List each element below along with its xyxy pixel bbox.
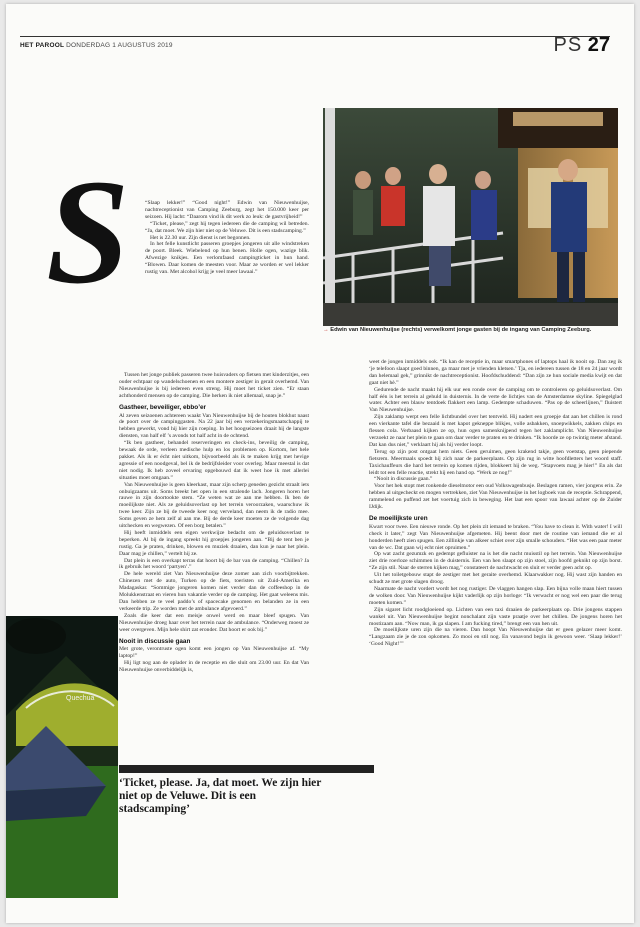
subheading: Gastheer, beveiliger, ebbo’er [119,403,207,411]
brand-name: HET PAROOL [20,42,65,49]
paragraph: Zijn zaklamp werpt een felle lichtbundel over het tentveld. Hij nadert een groepje dat aan het chillen is rond een vierkante tafel die bezaaid is met kapot gekneppe blikjes, volle asbakken, snoepwikkels, zakken chips en flessen cola. Verbaasd kijken ze op, hun ogen samenknijpend tegen het zaklamplicht. Van Nieuwenhuijse verzoekt ze naar het plein te gaan om daar verder te praten en te drinken. “Ik hoorde ze op twintig meter afstand. Dat kan dus niet,” verklaart hij als hij verder loopt. [369,414,622,448]
paragraph: “Nooit in discussie gaan.” [374,476,433,483]
paragraph: Het is 22.30 uur. Zijn dienst is net begonnen. [150,234,251,241]
left-column [119,372,309,674]
paragraph: Zijn sigaret licht roodgloeiend op. Lichten van een taxi draaien de parkeerplaats op. Drie jongens stappen wankel uit. Van Nieuwenhuijse begint nonchalant zijn vaste praatje over het chillen. De jongens horen het mostizaam aan. “Now man, ik ga slapen. I am fucking tired,” brengt een van hen uit. [369,606,622,627]
paragraph: weet de jongen inmiddels ook. “Ik kan de receptie in, maar smartphones of laptops haal ik nooit op. Dan zeg ik ‘je telefoon slaapt goed binnen, ga maar met je vrienden kletsen.’ Tja, en iedereen tussen de 18 en 24 jaar wordt dan helemaal gek,” grinnikt de nachtreceptionist. Hoofdschuddend: “Dan zijn ze hun sociale media kwijt en dat gaat niet hè.” [369,359,622,386]
paragraph: De hele wereld ziet Van Nieuwenhuijse deze zomer aan zich voorbijtrekken. Chinezen met de auto, Turken op de fiets, toeristen uit Zuid-Amerika en Madagaskar. “Sommige jongeren komen niet verder dan de coffeeshop in de Molukkenstraat en vieren hun vakantie verder op de camping. Het gaat weleens mis. Dan hebben ze te veel paddo’s of spacecake genomen en belanden ze in een verkeerde trip. Ze worden met de ambulance afgevoerd.” [119,571,309,612]
paragraph: Tussen het jonge publiek passeren twee huisvaders op fietsen met kinderzitjes, een ouder echtpaar op wandelschoenen en een montere zestiger in gerait overhemd. Van Nieuwenhuijse is bij iedereen even streng. Hij moet het ticket zien. “Er staan achthonderd mensen op de camping. Die herken ik niet allemaal, snap je.” [119,372,309,399]
subheading: De moeilijkste uren [369,514,428,522]
tent-brand-label: Quechua [66,695,95,702]
camping-entrance-illustration [323,108,618,326]
paragraph: “Ticket, please,” zegt hij tegen iedereen die de camping wil betreden. “Ja, dat moet. We zijn hier niet op de Veluwe. Dit is een stadscamping.” [145,220,309,234]
issue-date: DONDERDAG 1 AUGUSTUS 2019 [66,42,173,49]
paragraph: Kwart voor twee. Een nieuwe ronde. Op het plein zit iemand te braken. “You have to clean it. With water! I will check it later,” zegt Van Nieuwenhuijse afgemeten. Hij beent door met de routine van iemand die er al honderden heeft zien spugen. Een zillinkje van alkeer schiet over zijn smalle schouders. “Het was een paar meter van de wc. Dat gaan wij echt niet opruimen.” [369,523,623,551]
paragraph: Hij heeft inmiddels een eigen werkwijze bedacht om de geluidsoverlast te beperken. Al bij de ingang spreekt hij groepjes jongeren aan. “Bij de tent ben je rustig. Ga je praten, drinken, blowen en muziek draaien, dan kun je naar het plein. Daar mag je chillen,” vertelt hij ze. [119,529,309,557]
header-rule [20,36,610,37]
tents-night-photo [6,616,118,898]
paragraph: Terug op zijn post ontgaat hem niets. Geen geruimen, geen krakend takje, geen voetstap, geen piepende fietsrem. Meermaals spoedt hij zich naar de parkeerplaats. Op zijn rug in witte hoofdletters het woord staff. Taxichauffeurs die hard het terrein op komen rijden, blokkeert hij de weg. “Stapvoets mag je hier!” En als dat leidt tot een felle reactie, strekt hij een hand op. “Werk ze nog!” [369,448,622,476]
drop-cap: S [46,149,130,315]
paragraph: Al zeven seizoenen achtereen waakt Van Nieuwenhuijse bij de houten blokhut naast de poort over de campinggasten. Na 22 jaar bij een verzekeringsmaatschappij te hebben gewerkt, vond hij hier zijn roeping. In het hoogseizoen draait hij de langste diensten, van half elf ’s avonds tot half acht in de ochtend. [119,412,309,440]
paragraph: Hij ligt nog aan de oplader in de receptie en die sluit om 23.00 uur. En dat Van Nieuwenhuijse onverbiddelijk is, [119,660,309,674]
paragraph: Gedurende de nacht maakt hij elk uur een ronde over de camping om te controleren op geluidsoverlast. Om half één is het terrein al gehuld in duisternis. In de verte de lichtjes van de Amsterdamse skyline. Spiegelglad water. Achter een blauw tentdoek flakkert een lamp. Gedempte schaduwen. “Pas op de scheerlijnen,” fluistert Van Nieuwenhuijse. [369,386,622,414]
subheading: Nooit in discussie gaan [119,637,191,645]
right-column [369,359,622,648]
paragraph: De moeilijkste uren zijn die na vieren. Dan hoopt Van Nieuwenhuijse dat er geen gelazer meer komt. “Langzaam zie je de zon opkomen. Zo mooi en stil nog. En vanavond begin ik gewoon weer. ‘Slaap lekker!’ ‘Good Night!’” [369,627,622,648]
page-number: 27 [587,34,610,56]
paragraph: Op wat zacht gezumzk en gedempt gefluister na is het die nacht muisstil op het terrein. Van Nieuwenhuijse ziet drie roerloze schimmen in de duisternis. Een van hen slaapt op zijn stoel, zijn hoofd geknikt op zijn borst. “Ze zijn stil. Naar de sterren kijken mag,” constateert de nachtwacht en sluit er verder geen acht op. [369,551,622,572]
newspaper-page [6,4,634,923]
paragraph: Met grote, verontruste ogen komt een jongen op Van Nieuwenhuijse af. “My laptop!” [119,646,309,660]
intro-column [145,200,309,276]
caption-text: Edwin van Nieuwenhuijse (rechts) verwelkomt jonge gasten bij de ingang van Camping Zeeburg. [330,327,592,333]
paragraph: Van Nieuwenhuijse is geen kleerkast, maar zijn scherp geneden gezicht straalt iets onbuigzaams uit. Soms breekt het open in een stralende lach. Jongeren horen het rauwe in zijn doortookte stem. “Ze weten wat ze aan me hebben. Ik ben de moeilijkste niet. Als ze geluidsoverlast op het terrein veroorzaken, waarschuw ik twee keer. Zijn ze bij de tweede keer nog verveland, dan neem ik de radio mee. Soms geven ze hem zelf al aan me. Bij de derde keer moeten ze de volgende dag uitchecken en wegwezen. Of een borg betalen.” [119,481,309,530]
paragraph: In het felle kunstlicht passeren groepjes jongeren uit alle windstreken de poort. Bleek. Wiebelend op hun benen. Holle ogen, wazige blik. Afwezige knikjes. Een verlomfaasd campingticket in hun hand. “Blowen. Daar komen de meesten voor. Maar ze worden er wel lekker rustig van. Met alcohol krijg je veel meer lawaai.” [145,241,309,276]
section-page-marker [554,34,611,57]
paragraph: Naarmate de nacht vordert wordt het nog rustiger. De vlaggen hangen slap. Een bijna volle maan hiert tussen de wolken door. Van Nieuwenhuijse kijkt vaderlijk op zijn horloge: “Ik verwacht er nog wel een paar die terug moeten komen.” [369,586,622,606]
paragraph: Dat plein is een overkapt terras dat hoort bij de bar van de camping. “Chillen? Ja ik gebruik het woord ‘partyen’.” [119,557,309,571]
paragraph: “Ik ben gastheer, behandel reserveringen en check-ins, beveilig de camping, bewaak de orde, verleen medische hulp en los problemen op. Kortom, het hele pakket. Als ik er écht niet uitkom, bijvoorbeeld als ik te maken krijg met hevige agressie of een noodgeval, bel ik de bedrijfsleider voor overleg. Maar meestal is dat niet nodig. Ik heb zoveel ervaring opgebouwd dat ik weet hoe ik met allerlei situaties moet omgaan.” [119,440,309,481]
paragraph: “Slaap lekker!” “Good night!” Edwin van Nieuwenhuijse, nachtreceptionist van Camping Zeeburg, zegt het 150.000 keer per seizoen. Hij lacht: “Daarom vind ik dit werk zo leuk: de gastvrijheid!” [145,200,309,220]
paragraph: Uit het toiletgebouw stapt de zestiger met het geraite overhemd. Klaarwakker nog. Hij wast zijn handen en schudt ze met grote slagen droog. [369,572,622,586]
section-label: PS [553,34,583,56]
masthead [20,42,173,49]
camping-entrance-photo [323,108,618,326]
quote-bar [119,765,374,773]
pull-quote: ‘Ticket, please. Ja, dat moet. We zijn hier niet op de Veluwe. Dit is een stadscamping’ [119,777,322,815]
paragraph: Zoals die keer dat een meisje onwel werd en maar bleef spugen. Van Nieuwenhuijse droeg haar over het terrein naar de ambulance. “Onderweg moest ze weer overgeven. Mijn hele shirt zat eronder. Dat hoort er ook bij.” [119,612,309,633]
photo-caption [323,327,618,333]
caption-arrow-icon: → [323,327,329,333]
tents-illustration [6,616,118,898]
paragraph: Voor het hek stopt met ronkende dieselmotor een oud Volkswagenbusje. Beslagen ramen, vier jongens erin. Ze hebben al uitgecheckt en mogen vertrekken, ziet Van Nieuwenhuijse in het logboek van de receptie. Schrappend, rammelend en puffend zet het voertuig zich in beweging. Het laat een spoor van lawaai achter op de Zuider IJdijk. [369,483,622,511]
